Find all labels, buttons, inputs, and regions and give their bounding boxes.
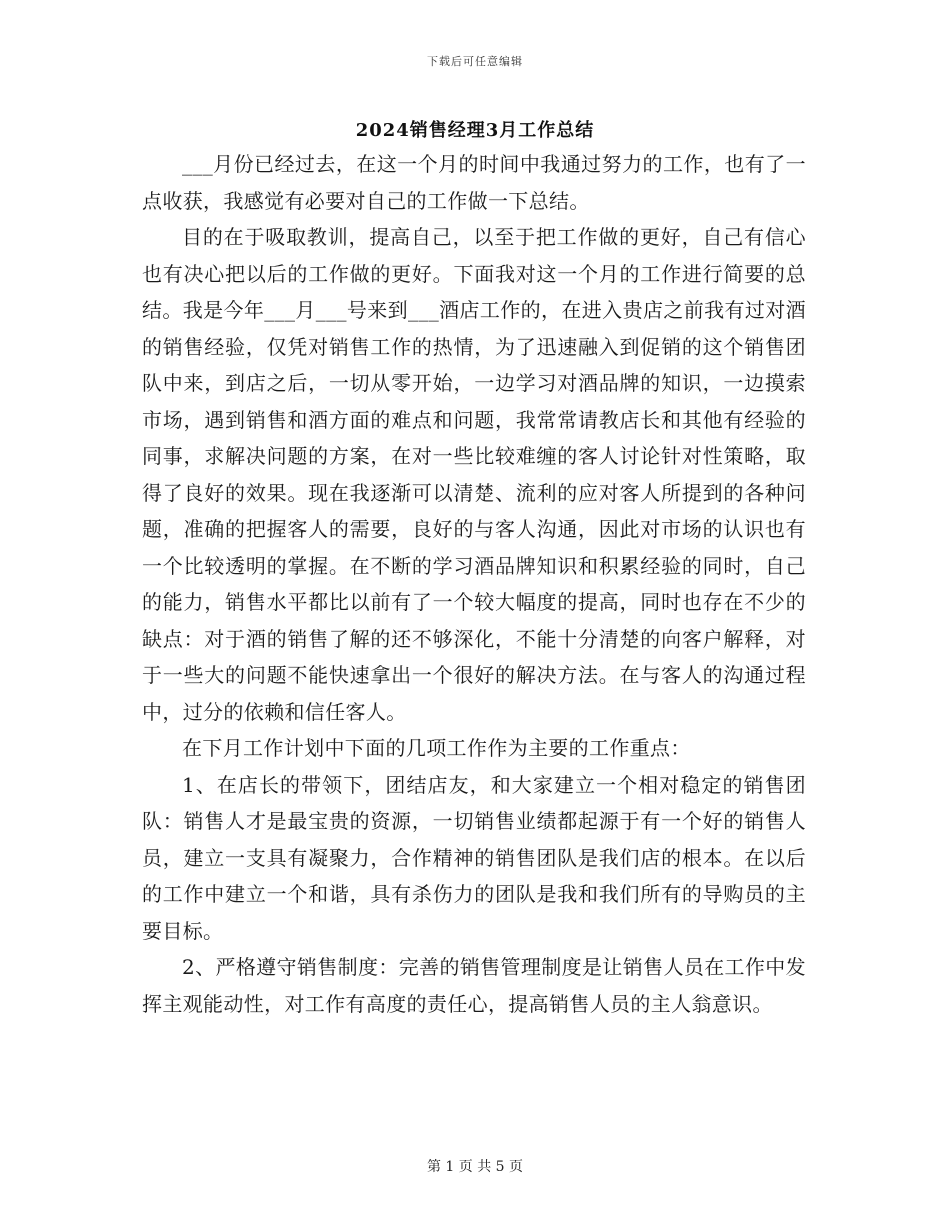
paragraph-item-2: 2、严格遵守销售制度：完善的销售管理制度是让销售人员在工作中发挥主观能动性，对工作有高度的责任心，提高销售人员的主人翁意识。 xyxy=(142,955,806,1016)
page-number: 第 1 页 共 5 页 xyxy=(426,1159,524,1175)
paragraph-item-1: 1、在店长的带领下，团结店友，和大家建立一个相对稳定的销售团队：销售人才是最宝贵的资源，一切销售业绩都起源于有一个好的销售人员，建立一支具有凝聚力，合作精神的销售团队是我们店的根本。在以后的工作中建立一个和谐，具有杀伤力的团队是我和我们所有的导购员的主要目标。 xyxy=(142,772,806,943)
header-note: 下载后可任意编辑 xyxy=(427,55,523,68)
document-body xyxy=(142,146,806,1022)
paragraph-summary: 目的在于吸取教训，提高自己，以至于把工作做的更好，自己有信心也有决心把以后的工作做的更好。下面我对这一个月的工作进行简要的总结。我是今年___月___号来到___酒店工作的，在进入贵店之前我有过对酒的销售经验，仅凭对销售工作的热情，为了迅速融入到促销的这个销售团队中来，到店之后，一切从零开始，一边学习对酒品牌的知识，一边摸索市场，遇到销售和酒方面的难点和问题，我常常请教店长和其他有经验的同事，求解决问题的方案，在对一些比较难缠的客人讨论针对性策略，取得了良好的效果。现在我逐渐可以清楚、流利的应对客人所提到的各种问题，准确的把握客人的需要，良好的与客人沟通，因此对市场的认识也有一个比较透明的掌握。在不断的学习酒品牌知识和积累经验的同时，自己的能力，销售水平都比以前有了一个较大幅度的提高，同时也存在不少的缺点：对于酒的销售了解的还不够深化，不能十分清楚的向客户解释，对于一些大的问题不能快速拿出一个很好的解决方法。在与客人的沟通过程中，过分的依赖和信任客人。 xyxy=(142,225,806,724)
document-title: 2024销售经理3月工作总结 xyxy=(355,120,595,141)
paragraph-plan-heading: 在下月工作计划中下面的几项工作作为主要的工作重点： xyxy=(182,736,691,760)
paragraph-intro: ___月份已经过去，在这一个月的时间中我通过努力的工作，也有了一点收获，我感觉有必要对自己的工作做一下总结。 xyxy=(142,152,806,213)
